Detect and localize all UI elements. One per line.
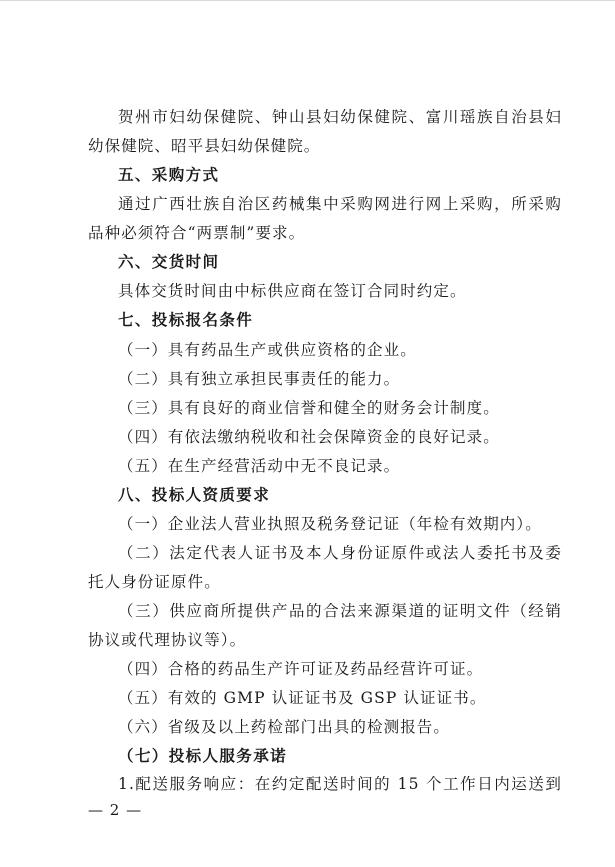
list-item: （三）供应商所提供产品的合法来源渠道的证明文件（经销 [118, 602, 562, 620]
list-item: （五）在生产经营活动中无不良记录。 [118, 457, 401, 475]
list-item: （二）法定代表人证书及本人身份证原件或法人委托书及委 [118, 544, 562, 562]
list-item: （四）有依法缴纳税收和社会保障资金的良好记录。 [118, 428, 500, 446]
section-heading-service-commitment: （七）投标人服务承诺 [118, 747, 288, 765]
list-item: （一）具有药品生产或供应资格的企业。 [118, 341, 417, 359]
body-line: 1.配送服务响应：在约定配送时间的 15 个工作日内运送到 [118, 775, 562, 793]
body-line: 具体交货时间由中标供应商在签订合同时约定。 [118, 282, 467, 300]
list-item: （四）合格的药品生产许可证及药品经营许可证。 [118, 660, 484, 678]
body-line: 协议或代理协议等）。 [88, 631, 247, 649]
list-item: （五）有效的 GMP 认证证书及 GSP 认证证书。 [118, 689, 487, 707]
section-heading-bidder-qualifications: 八、投标人资质要求 [118, 486, 271, 504]
section-heading-delivery-time: 六、交货时间 [118, 253, 220, 271]
section-heading-procurement-method: 五、采购方式 [118, 166, 220, 184]
body-line: 幼保健院、昭平县妇幼保健院。 [88, 137, 321, 155]
body-line: 托人身份证原件。 [88, 573, 221, 591]
list-item: （二）具有独立承担民事责任的能力。 [118, 370, 401, 388]
page-number: — 2 — [88, 801, 143, 819]
section-heading-registration-conditions: 七、投标报名条件 [118, 311, 254, 329]
body-line: 品种必须符合“两票制”要求。 [88, 224, 306, 242]
body-line: 贺州市妇幼保健院、钟山县妇幼保健院、富川瑶族自治县妇 [118, 108, 562, 126]
list-item: （一）企业法人营业执照及税务登记证（年检有效期内）。 [118, 515, 542, 533]
list-item: （六）省级及以上药检部门出具的检测报告。 [118, 718, 451, 736]
list-item: （三）具有良好的商业信誉和健全的财务会计制度。 [118, 399, 500, 417]
body-line: 通过广西壮族自治区药械集中采购网进行网上采购，所采购 [118, 195, 562, 213]
